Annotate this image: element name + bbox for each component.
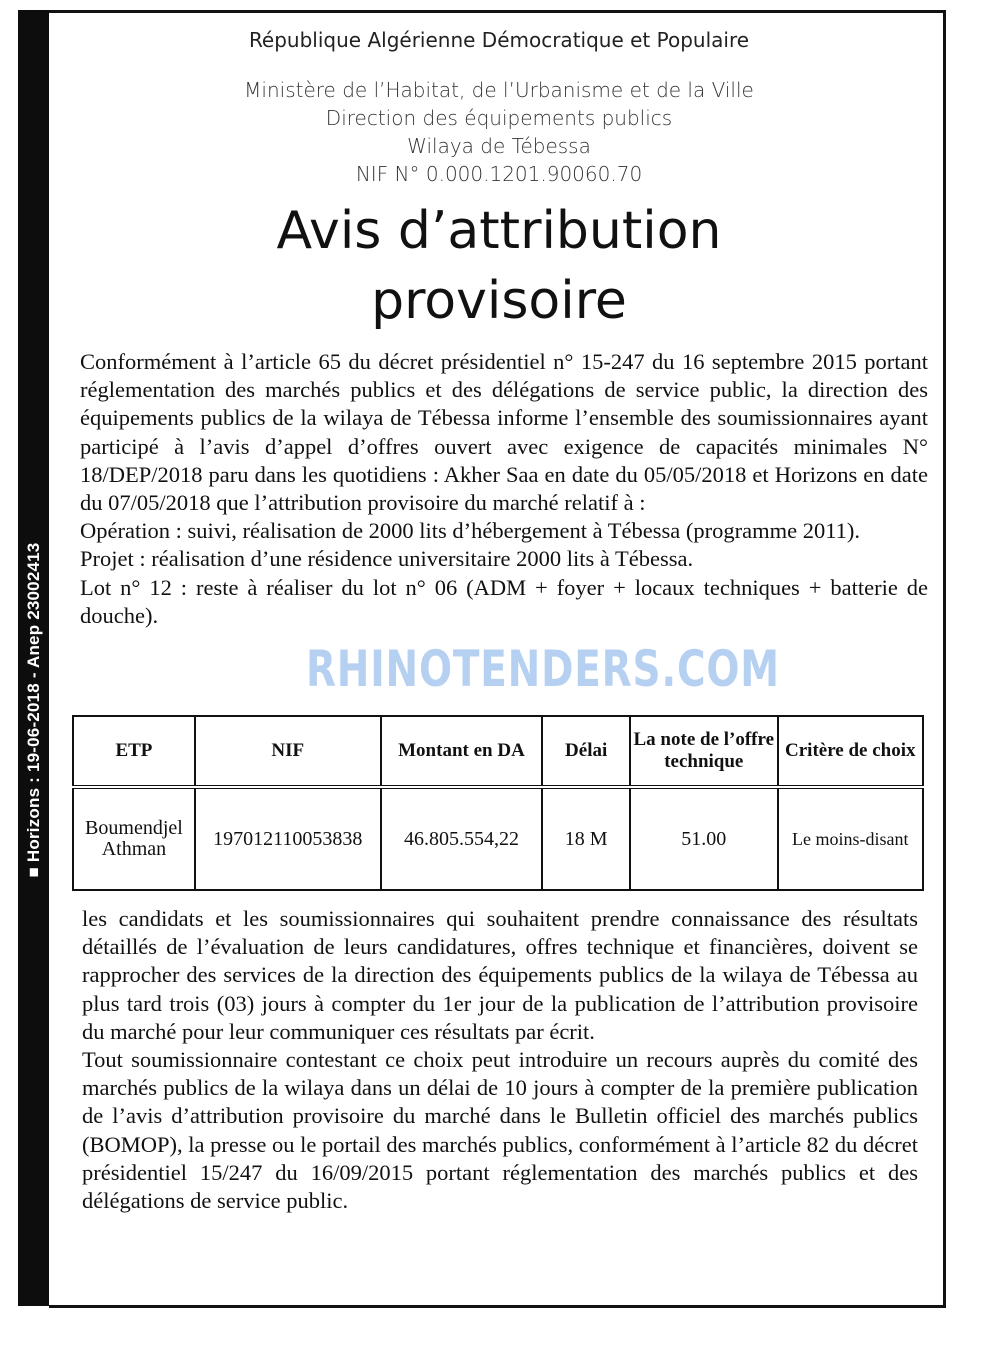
cell-technical-score: 51.00 <box>630 787 778 890</box>
project-line: Projet : réalisation d’une résidence universitaire 2000 lits à Tébessa. <box>80 546 694 572</box>
lot-line: Lot n° 12 : reste à réaliser du lot n° 06 (ADM + foyer + locaux techniques + batterie de douche). <box>80 574 928 628</box>
ministry-name: Ministère de l’Habitat, de l’Urbanisme et de la Ville <box>244 78 754 102</box>
closing-paragraph-1: les candidats et les soumissionnaires qui souhaitent prendre connaissance des résultats détaillés de l’évaluation de leurs candidatures, offres technique et financières, doivent se rapprocher des services de la direction des équipements publics de la wilaya de Tébessa au plus tard trois (03) jours à compter du 1er jour de la publication de l’attribution provisoire du marché pour leur communiquer ces résultats par écrit. <box>82 906 918 1044</box>
publication-reference: ■ Horizons : 19-06-2018 - Anep 23002413 <box>23 542 43 878</box>
wilaya-name: Wilaya de Tébessa <box>407 134 591 158</box>
watermark: RHINOTENDERS.COM <box>306 640 780 698</box>
header-selection-criterion: Critère de choix <box>778 716 923 787</box>
table-row <box>73 787 923 890</box>
header-delay: Délai <box>542 716 630 787</box>
direction-name: Direction des équipements publics <box>325 106 673 130</box>
intro-section <box>80 348 928 630</box>
header-etp: ETP <box>73 716 195 787</box>
publication-side-bar <box>18 10 49 1306</box>
cell-etp: Boumendjel Athman <box>73 787 195 890</box>
award-table <box>72 715 924 891</box>
operation-line: Opération : suivi, réalisation de 2000 lits d’hébergement à Tébessa (programme 2011). <box>80 518 860 544</box>
closing-paragraph-2: Tout soumissionnaire contestant ce choix peut introduire un recours auprès du comité des marchés publics de la wilaya dans un délai de 10 jours à compter de la première publication de l’avis d’attribution provisoire du marché dans le Bulletin officiel des marchés publics (BOMOP), la presse ou le portail des marchés publics, conformément à l’article 82 du décret présidentiel 15/247 du 16/09/2015 portant réglementation des marchés publics et des délégations de service public. <box>82 1047 918 1214</box>
republic-heading: République Algérienne Démocratique et Populaire <box>248 28 750 52</box>
notice-title-line-2: provisoire <box>371 271 627 331</box>
header-nif: NIF <box>195 716 381 787</box>
table-header-row <box>73 716 923 787</box>
intro-paragraph: Conformément à l’article 65 du décret présidentiel n° 15-247 du 16 septembre 2015 portant réglementation des marchés publics et des délégations de service public, la direction des équipements publics de la wilaya de Tébessa informe l’ensemble des soumissionnaires ayant participé à l’avis d’appel d’offres ouvert avec exigence de capacités minimales N° 18/DEP/2018 paru dans les quotidiens : Akher Saa en date du 05/05/2018 et Horizons en date du 07/05/2018 que l’attribution provisoire du marché relatif à : <box>80 349 928 516</box>
notice-title-line-1: Avis d’attribution <box>276 201 722 261</box>
cell-nif: 197012110053838 <box>195 787 381 890</box>
closing-section <box>82 905 918 1215</box>
cell-selection-criterion: Le moins-disant <box>778 787 923 890</box>
header-amount: Montant en DA <box>381 716 543 787</box>
cell-amount: 46.805.554,22 <box>381 787 543 890</box>
cell-delay: 18 M <box>542 787 630 890</box>
header-technical-score: La note de l’offre technique <box>630 716 778 787</box>
nif-number: NIF N° 0.000.1201.90060.70 <box>355 162 643 186</box>
